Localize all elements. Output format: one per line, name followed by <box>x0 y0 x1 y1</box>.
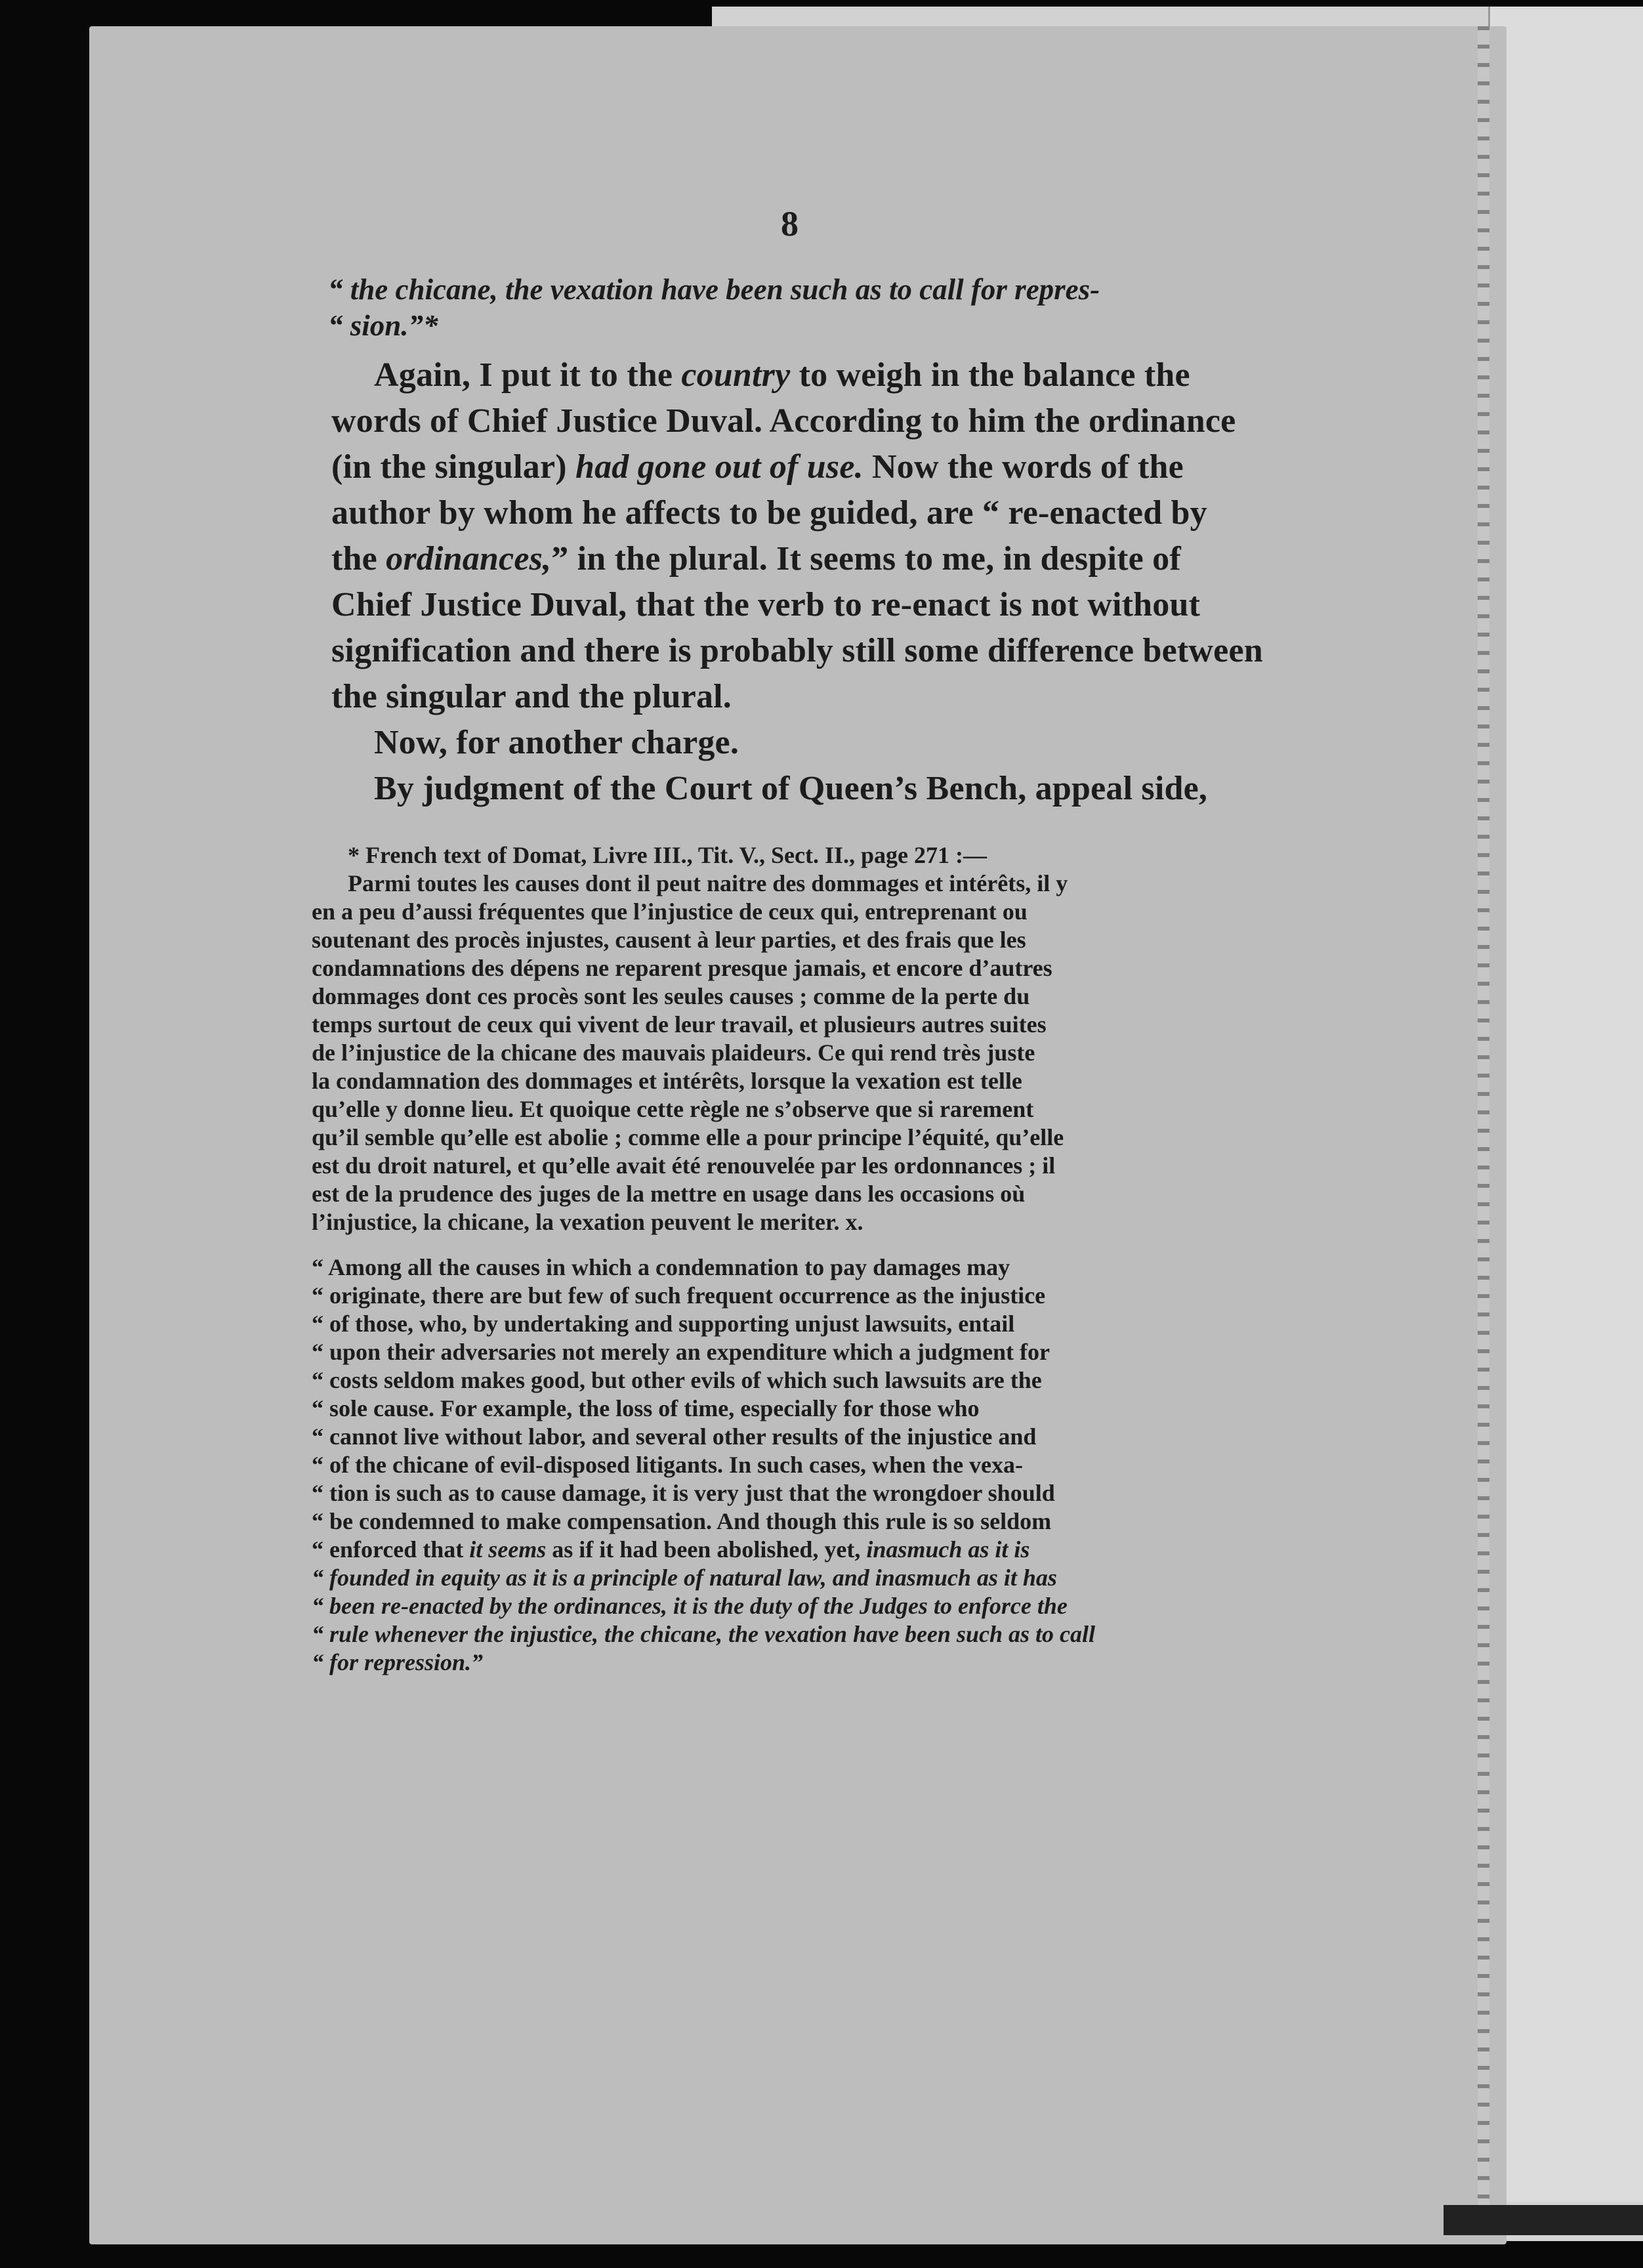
translation-line: “ of the chicane of evil-disposed litigants. In such cases, when the vexa- <box>312 1452 1024 1478</box>
body-line: (in the singular) had gone out of use. Now the words of the <box>331 448 1184 486</box>
translation-line: “ for repression.” <box>312 1649 484 1675</box>
translation-line: “ enforced that it seems as if it had been abolished, yet, inasmuch as it is <box>312 1536 1030 1563</box>
footnote-line: de l’injustice de la chicane des mauvais plaideurs. Ce qui rend très juste <box>312 1040 1035 1066</box>
translation-line: “ originate, there are but few of such frequent occurrence as the injustice <box>312 1282 1046 1309</box>
footnote-line: est du droit naturel, et qu’elle avait été renouvelée par les ordonnances ; il <box>312 1152 1056 1179</box>
body-line: words of Chief Justice Duval. According to him the ordinance <box>331 402 1236 440</box>
body-line: author by whom he affects to be guided, are “ re-enacted by <box>331 494 1207 532</box>
footnote-line: l’injustice, la chicane, la vexation peuvent le meriter. x. <box>312 1209 863 1235</box>
translation-line: “ be condemned to make compensation. And though this rule is so seldom <box>312 1508 1052 1534</box>
body-line: signification and there is probably still some difference between <box>331 632 1263 669</box>
body-line: Again, I put it to the country to weigh in the balance the <box>374 356 1190 394</box>
body-line: By judgment of the Court of Queen’s Bench, appeal side, <box>374 770 1208 807</box>
footnote-line: dommages dont ces procès sont les seules causes ; comme de la perte du <box>312 983 1030 1009</box>
translation-line: “ founded in equity as it is a principle of natural law, and inasmuch as it has <box>312 1564 1057 1591</box>
folded-page-flap <box>1488 7 1643 2240</box>
body-line: Chief Justice Duval, that the verb to re-enact is not without <box>331 586 1201 623</box>
translation-line: “ cannot live without labor, and several other results of the injustice and <box>312 1423 1037 1450</box>
page-number: 8 <box>781 204 799 243</box>
footnote-line: la condamnation des dommages et intérêts, lorsque la vexation est telle <box>312 1068 1022 1094</box>
footnote-line: temps surtout de ceux qui vivent de leur travail, et plusieurs autres suites <box>312 1011 1047 1038</box>
footnote-line: est de la prudence des juges de la mettre en usage dans les occasions où <box>312 1181 1026 1207</box>
translation-line: “ sole cause. For example, the loss of time, especially for those who <box>312 1395 980 1421</box>
corner-shadow <box>1444 2205 1643 2235</box>
footnote-line: * French text of Domat, Livre III., Tit. V., Sect. II., page 271 :— <box>348 842 987 868</box>
translation-line: “ costs seldom makes good, but other evils of which such lawsuits are the <box>312 1367 1042 1393</box>
footnote-line: qu’elle y donne lieu. Et quoique cette règle ne s’observe que si rarement <box>312 1096 1034 1122</box>
translation-line: “ upon their adversaries not merely an expenditure which a judgment for <box>312 1339 1050 1365</box>
binding-stitches <box>1478 26 1489 2218</box>
translation-line: “ Among all the causes in which a condemnation to pay damages may <box>312 1254 1010 1280</box>
translation-line: “ been re-enacted by the ordinances, it is the duty of the Judges to enforce the <box>312 1593 1068 1619</box>
translation-line: “ tion is such as to cause damage, it is very just that the wrongdoer should <box>312 1480 1055 1506</box>
footnote-line: en a peu d’aussi fréquentes que l’injustice de ceux qui, entreprenant ou <box>312 898 1028 925</box>
footnote-line: Parmi toutes les causes dont il peut naitre des dommages et intérêts, il y <box>348 870 1068 896</box>
footnote-line: soutenant des procès injustes, causent à leur parties, et des frais que les <box>312 927 1026 953</box>
continuation-line: “ sion.”* <box>328 309 438 342</box>
footnote-line: condamnations des dépens ne reparent presque jamais, et encore d’autres <box>312 955 1052 981</box>
translation-line: “ of those, who, by undertaking and supporting unjust lawsuits, entail <box>312 1311 1015 1337</box>
body-line: the ordinances,” in the plural. It seems to me, in despite of <box>331 540 1181 578</box>
body-line: the singular and the plural. <box>331 678 732 715</box>
translation-line: “ rule whenever the injustice, the chicane, the vexation have been such as to call <box>312 1621 1095 1647</box>
body-line: Now, for another charge. <box>374 724 739 761</box>
footnote-line: qu’il semble qu’elle est abolie ; comme elle a pour principe l’équité, qu’elle <box>312 1124 1064 1150</box>
continuation-line: “ the chicane, the vexation have been such as to call for repres- <box>328 273 1100 306</box>
